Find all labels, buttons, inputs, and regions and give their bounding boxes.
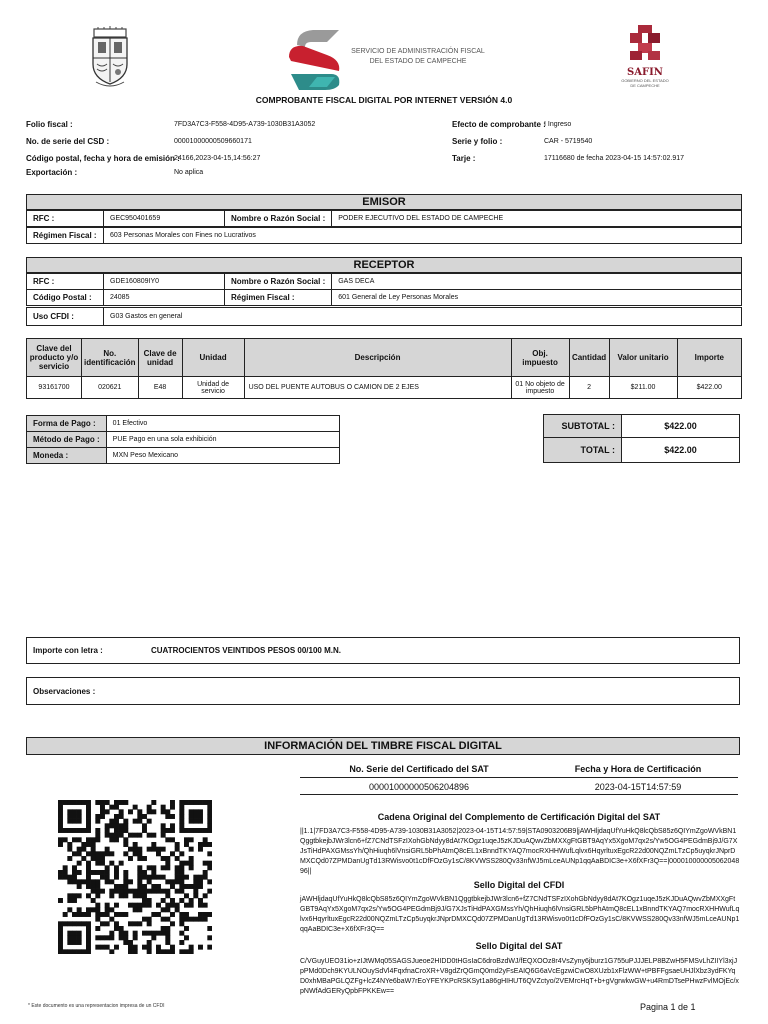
sello-sat-title: Sello Digital del SAT [475, 941, 563, 951]
safin-logo [620, 24, 670, 94]
csd-value: 00001000000509660171 [174, 138, 252, 145]
total-value: $422.00 [622, 438, 740, 463]
cadena-original-value: ||1.1|7FD3A7C3-F558-4D95-A739-1030B31A3052|2023-04-15T14:57:59|STA0903206B9|jAWHljdaqUfYuHkQ8lcQbS85z6QIYmZgoWVkBN1QggtbkejbJWr3lcn6+fZ7CNdTSFzIXohGbNdyy8dAt7KOgz1uqeJ5zKJDuAQwvZbMXXgFtGBT9AqYx5XgoM7qx2s/Yw5OG4PEGdmBj9J/G7XJsTiHdPAXGMssYh/QhHiuqh6lVnsiGRL5bPhAtmQ8cEL1xBnndTKYAQ7mocRXHHWufLqlvx6HqyrltuxEgcR22d00NQZmLTzCp5uyqkrJNprDMXCQd07ZPMDanUgTd13RWisvo0t1cDfFOzGy1sC/8KVWSS280Qv33nfWJ5mLceAUNp1qqAaBDIC3e+X6fXFr3Q==|00001000000506204896|| [300, 828, 740, 875]
receptor-regimen-label: Régimen Fiscal : [225, 290, 332, 306]
receptor-uso-label: Uso CFDI : [27, 308, 104, 326]
sat-name-line1: SERVICIO DE ADMINISTRACIÓN FISCAL [351, 48, 485, 55]
emision-value: 24166,2023-04-15,14:56:27 [174, 155, 261, 162]
col-no-identificacion: No. identificación [82, 339, 139, 377]
folio-label: Folio fiscal : [26, 120, 73, 129]
col-clave-unidad: Clave de unidad [138, 339, 182, 377]
subtotal-value: $422.00 [622, 415, 740, 438]
emisor-rfc-value: GEC950401659 [104, 211, 225, 227]
table-row [27, 377, 742, 399]
sat-campeche-name [348, 47, 488, 67]
receptor-rfc-label: RFC : [27, 274, 104, 290]
col-valor-unitario: Valor unitario [609, 339, 677, 377]
cell-descripcion: USO DEL PUENTE AUTOBUS O CAMION DE 2 EJES [244, 377, 511, 399]
cell-clave-unidad: E48 [138, 377, 182, 399]
cell-clave-producto: 93161700 [27, 377, 82, 399]
safin-subtitle: GOBIERNO DEL ESTADO DE CAMPECHE [621, 78, 669, 88]
emisor-regimen-table [26, 227, 742, 244]
efecto-label: Efecto de comprobante : [452, 120, 546, 129]
page-number: Pagina 1 de 1 [640, 1002, 696, 1012]
sello-sat-value: C/VGuyUEO31io+zIJtWMq05SAGSJueoe2HIDD0tHGsIaC6droBzdWJ/fEQXOOz8r4VsZyny6jburz1G755uPJJJELP8BZwH5FMSvLhZIIYl3xjJpPMd0Dch9KYULNOuySdVl4FqxfnaCroXR+V8gdZrQGmQ0md2yFsEAIQ6G6aVcEgzwiCwO8XUzb1xFlzWW+tPBFFgsaeUHJlXbz3ydFKYqD0xhMBaPGLQZFg+lcZ4NYe6baW7rEoYFEYKPcRSKSyt1a86gHIHUT6QVZctyo/2VEMrcHqT+b+gVgrwkwGW+u4RmDTsePHwzFvlMOjEc/xpNWfAdGERyQpbFPKKEw== [300, 958, 739, 995]
moneda-value: MXN Peso Mexicano [106, 448, 339, 464]
emision-label: Código postal, fecha y hora de emisión : [26, 154, 180, 163]
cell-valor-unitario: $211.00 [609, 377, 677, 399]
pago-table [26, 415, 340, 464]
receptor-rfc-value: GDE160809IY0 [104, 274, 225, 290]
importe-letra-box [26, 637, 740, 664]
folio-value: 7FD3A7C3-F558-4D95-A739-1030B31A3052 [174, 121, 316, 128]
cell-cantidad: 2 [569, 377, 609, 399]
csd-label: No. de serie del CSD : [26, 137, 110, 146]
col-clave-producto: Clave del producto y/o servicio [27, 339, 82, 377]
receptor-nombre-label: Nombre o Razón Social : [225, 274, 332, 290]
timbre-divider [300, 777, 738, 778]
serie-folio-label: Serie y folio : [452, 137, 503, 146]
cert-sat-value: 00001000000506204896 [368, 782, 470, 792]
observaciones-label: Observaciones : [33, 687, 96, 696]
sello-cfdi-title: Sello Digital del CFDI [473, 880, 565, 890]
cell-no-identificacion: 020621 [82, 377, 139, 399]
timbre-section-title: INFORMACIÓN DEL TIMBRE FISCAL DIGITAL [26, 737, 740, 755]
conceptos-table [26, 338, 742, 399]
receptor-table [26, 273, 742, 306]
exportacion-label: Exportación : [26, 168, 78, 177]
cell-unidad: Unidad de servicio [182, 377, 244, 399]
receptor-nombre-value: GAS DECA [332, 274, 742, 290]
emisor-table [26, 210, 742, 227]
forma-pago-label: Forma de Pago : [27, 416, 107, 432]
cadena-original-title: Cadena Original del Complemento de Certificación Digital del SAT [377, 812, 661, 822]
receptor-cp-value: 24085 [104, 290, 225, 306]
total-label: TOTAL : [544, 438, 622, 463]
cert-sat-label: No. Serie del Certificado del SAT [349, 764, 489, 774]
cell-obj-impuesto: 01 No objeto de impuesto [511, 377, 569, 399]
importe-letra-label: Importe con letra : [33, 646, 103, 655]
emisor-regimen-label: Régimen Fiscal : [27, 228, 104, 244]
fecha-cert-label: Fecha y Hora de Certificación [574, 764, 702, 774]
totales-table [543, 414, 740, 463]
col-obj-impuesto: Obj. impuesto [511, 339, 569, 377]
safin-emblem-icon [627, 24, 663, 62]
efecto-value: I Ingreso [544, 121, 572, 128]
observaciones-box [26, 677, 740, 705]
footer-note: * Este documento es una representacion impresa de un CFDI [28, 1003, 165, 1009]
document-title: COMPROBANTE FISCAL DIGITAL POR INTERNET VERSIÓN 4.0 [255, 95, 513, 105]
safin-name: SAFIN [627, 67, 663, 78]
emisor-nombre-label: Nombre o Razón Social : [225, 211, 332, 227]
timbre-divider-2 [300, 794, 738, 795]
sat-name-line2: DEL ESTADO DE CAMPECHE [369, 58, 467, 65]
campeche-coat-of-arms-logo [90, 26, 130, 90]
metodo-pago-value: PUE Pago en una sola exhibición [106, 432, 339, 448]
receptor-section-title: RECEPTOR [26, 257, 742, 273]
serie-folio-value: CAR - 5719540 [544, 138, 593, 145]
col-cantidad: Cantidad [569, 339, 609, 377]
forma-pago-value: 01 Efectivo [106, 416, 339, 432]
moneda-label: Moneda : [27, 448, 107, 464]
fecha-cert-value: 2023-04-15T14:57:59 [594, 782, 682, 792]
col-unidad: Unidad [182, 339, 244, 377]
receptor-uso-table [26, 307, 742, 326]
emisor-rfc-label: RFC : [27, 211, 104, 227]
receptor-cp-label: Código Postal : [27, 290, 104, 306]
tarje-value: 17116680 de fecha 2023-04-15 14:57:02.917 [544, 155, 684, 162]
sello-cfdi-value: jAWHljdaqUfYuHkQ8lcQbS85z6QIYmZgoWVkBN1QggtbkejbJWr3lcn6+fZ7CNdTSFzIXohGbNdyy8dAt7KOgz1uqeJ5zKJDuAQwvZbMXXgFtGBT9AqYx5XgoM7qx2s/Yw5OG4PEGdmBj9J/G7XJsTiHdPAXGMssYh/QhHiuqh6lVnsiGRL5bPhAtmQ8cEL1xBnndTKYAQ7mocRXHHWufLqlvx6HqyrltuxEgcR22d00NQZmLTzCp5uyqkrJNprDMXCQd07ZPMDanUgTd13RWisvo0t1cDfFOzGy1sC/8KVWSS280Qv33nfWJ5mLceAUNp1qqAaBDIC3e+X6fXFr3Q== [300, 896, 740, 933]
emisor-regimen-value: 603 Personas Morales con Fines no Lucrativos [104, 228, 742, 244]
col-descripcion: Descripción [244, 339, 511, 377]
exportacion-value: No aplica [174, 169, 204, 176]
emisor-nombre-value: PODER EJECUTIVO DEL ESTADO DE CAMPECHE [332, 211, 742, 227]
conceptos-header-row [27, 339, 742, 377]
receptor-uso-value: G03 Gastos en general [104, 308, 742, 326]
col-importe: Importe [677, 339, 741, 377]
qr-code-image [58, 800, 212, 954]
tarje-label: Tarje : [452, 154, 476, 163]
importe-letra-value: CUATROCIENTOS VEINTIDOS PESOS 00/100 M.N. [151, 646, 341, 655]
emisor-section-title: EMISOR [26, 194, 742, 210]
metodo-pago-label: Método de Pago : [27, 432, 107, 448]
cell-importe: $422.00 [677, 377, 741, 399]
receptor-regimen-value: 601 General de Ley Personas Morales [332, 290, 742, 306]
sat-campeche-s-logo [287, 27, 343, 91]
subtotal-label: SUBTOTAL : [544, 415, 622, 438]
